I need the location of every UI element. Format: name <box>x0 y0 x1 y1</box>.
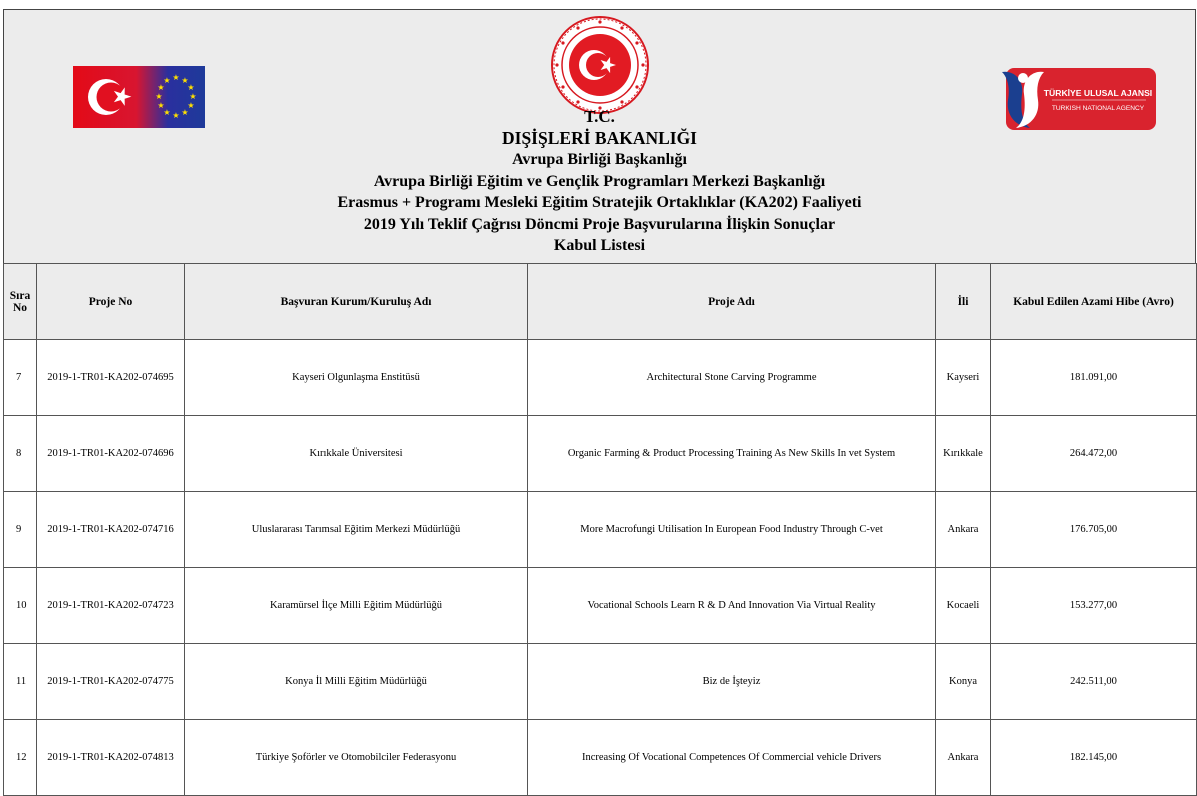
cell-proje-adi: Organic Farming & Product Processing Training As New Skills In vet System <box>528 416 936 492</box>
title-results: 2019 Yılı Teklif Çağrısı Döncmi Proje Başvurularına İlişkin Sonuçlar <box>363 215 836 233</box>
cell-proje-adi: Biz de İşteyiz <box>528 644 936 720</box>
cell-hibe: 242.511,00 <box>991 644 1197 720</box>
results-table <box>3 263 1197 796</box>
svg-text:★: ★ <box>189 92 197 101</box>
title-accepted-list: Kabul Listesi <box>553 237 646 254</box>
cell-il: Ankara <box>936 720 991 796</box>
cell-hibe: 153.277,00 <box>991 568 1197 644</box>
table-row <box>4 416 1197 492</box>
cell-il: Ankara <box>936 492 991 568</box>
title-tc: T.C. <box>584 107 615 126</box>
cell-kurum: Kayseri Olgunlaşma Enstitüsü <box>185 340 528 416</box>
cell-kurum: Konya İl Milli Eğitim Müdürlüğü <box>185 644 528 720</box>
cell-kurum: Türkiye Şoförler ve Otomobilciler Federasyonu <box>185 720 528 796</box>
svg-text:★: ★ <box>181 108 189 117</box>
cell-kurum: Uluslararası Tarımsal Eğitim Merkezi Müdürlüğü <box>185 492 528 568</box>
table-row <box>4 568 1197 644</box>
col-header-proje-adi: Proje Adı <box>528 264 936 340</box>
table-row <box>4 644 1197 720</box>
svg-text:★: ★ <box>157 83 165 92</box>
table-row <box>4 340 1197 416</box>
agency-logo-title: TÜRKİYE ULUSAL AJANSI <box>1043 88 1153 98</box>
cell-proje-adi: Architectural Stone Carving Programme <box>528 340 936 416</box>
cell-proje-no: 2019-1-TR01-KA202-074716 <box>37 492 185 568</box>
svg-text:★: ★ <box>181 76 189 85</box>
title-eu-directorate: Avrupa Birliği Başkanlığı <box>512 151 687 168</box>
cell-il: Kırıkkale <box>936 416 991 492</box>
cell-hibe: 182.145,00 <box>991 720 1197 796</box>
cell-sira: 9 <box>4 492 37 568</box>
table-header-row <box>4 264 1197 340</box>
document-header <box>3 9 1196 263</box>
cell-kurum: Karamürsel İlçe Milli Eğitim Müdürlüğü <box>185 568 528 644</box>
cell-proje-no: 2019-1-TR01-KA202-074696 <box>37 416 185 492</box>
col-header-hibe: Kabul Edilen Azami Hibe (Avro) <box>991 264 1197 340</box>
cell-hibe: 176.705,00 <box>991 492 1197 568</box>
cell-hibe: 181.091,00 <box>991 340 1197 416</box>
cell-sira: 7 <box>4 340 37 416</box>
cell-sira: 8 <box>4 416 37 492</box>
svg-text:★: ★ <box>187 83 195 92</box>
svg-text:★: ★ <box>163 108 171 117</box>
cell-proje-adi: Increasing Of Vocational Competences Of Commercial vehicle Drivers <box>528 720 936 796</box>
table-row <box>4 492 1197 568</box>
svg-text:★: ★ <box>172 73 180 82</box>
cell-kurum: Kırıkkale Üniversitesi <box>185 416 528 492</box>
cell-hibe: 264.472,00 <box>991 416 1197 492</box>
cell-proje-no: 2019-1-TR01-KA202-074813 <box>37 720 185 796</box>
col-header-sira: Sıra No <box>4 264 37 340</box>
col-header-kurum: Başvuran Kurum/Kuruluş Adı <box>185 264 528 340</box>
title-ministry: DIŞİŞLERİ BAKANLIĞI <box>502 127 697 148</box>
cell-proje-no: 2019-1-TR01-KA202-074723 <box>37 568 185 644</box>
col-header-proje-no: Proje No <box>37 264 185 340</box>
svg-text:★: ★ <box>157 101 165 110</box>
cell-sira: 11 <box>4 644 37 720</box>
svg-text:★: ★ <box>155 92 163 101</box>
agency-logo-subtitle: TURKISH NATIONAL AGENCY <box>1051 105 1145 112</box>
cell-proje-adi: More Macrofungi Utilisation In European Food Industry Through C-vet <box>528 492 936 568</box>
cell-proje-no: 2019-1-TR01-KA202-074695 <box>37 340 185 416</box>
svg-text:★: ★ <box>163 76 171 85</box>
cell-il: Konya <box>936 644 991 720</box>
table-row <box>4 720 1197 796</box>
cell-proje-adi: Vocational Schools Learn R & D And Innovation Via Virtual Reality <box>528 568 936 644</box>
cell-proje-no: 2019-1-TR01-KA202-074775 <box>37 644 185 720</box>
svg-text:★: ★ <box>172 111 180 120</box>
svg-text:★: ★ <box>187 101 195 110</box>
document-title-block <box>4 106 1195 257</box>
ministry-seal <box>550 15 650 115</box>
title-programme: Erasmus + Programı Mesleki Eğitim Stratejik Ortaklıklar (KA202) Faaliyeti <box>337 194 862 211</box>
cell-sira: 10 <box>4 568 37 644</box>
cell-sira: 12 <box>4 720 37 796</box>
title-national-agency: Avrupa Birliği Eğitim ve Gençlik Programları Merkezi Başkanlığı <box>373 172 826 190</box>
col-header-il: İli <box>936 264 991 340</box>
cell-il: Kocaeli <box>936 568 991 644</box>
cell-il: Kayseri <box>936 340 991 416</box>
